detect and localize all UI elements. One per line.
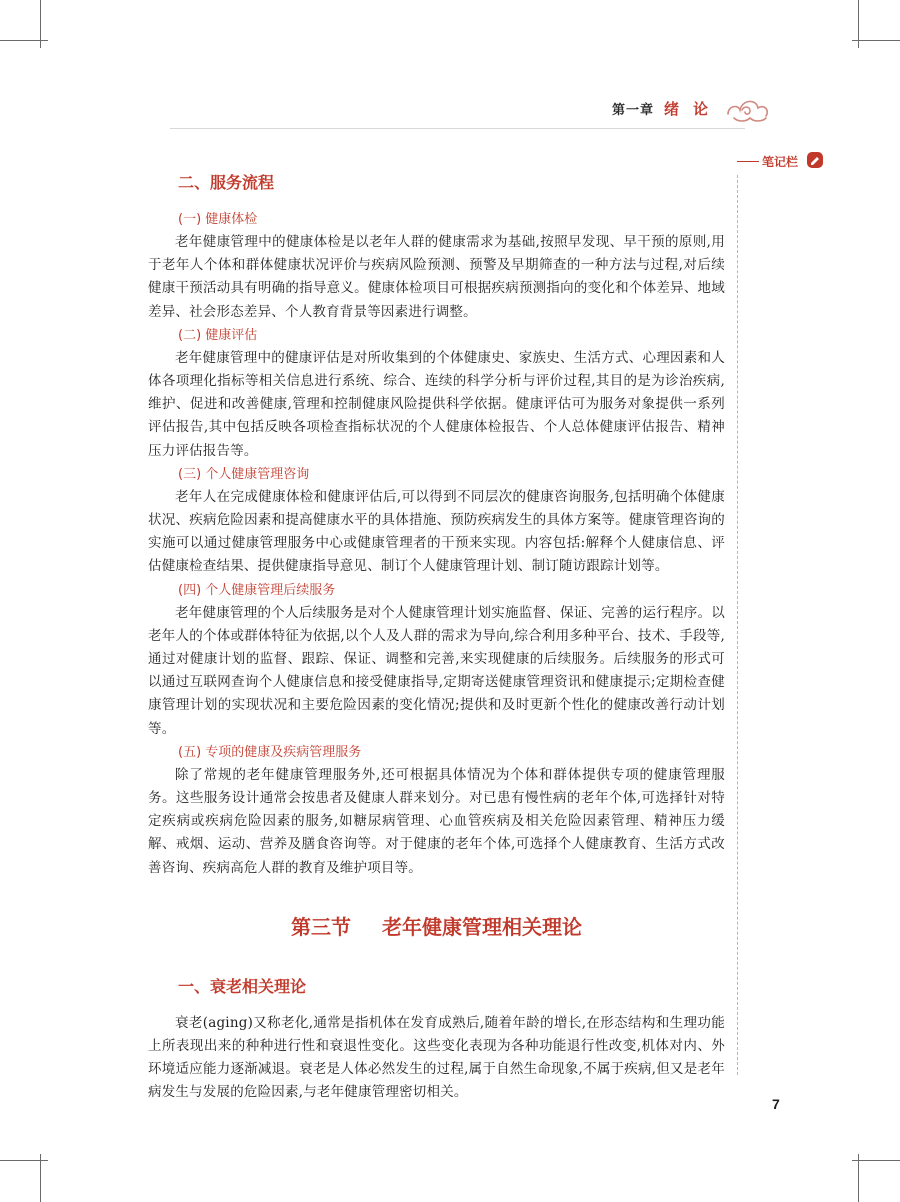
crop-mark (852, 40, 900, 41)
crop-mark (858, 1154, 859, 1202)
section-heading-service-process: 二、服务流程 (178, 173, 275, 192)
subsection-heading-aging-theory: 一、衰老相关理论 (178, 976, 307, 996)
running-head-title: 绪论 (664, 100, 723, 118)
crop-mark (40, 1154, 41, 1202)
running-head (612, 98, 722, 119)
auspicious-cloud-icon (724, 88, 772, 126)
subsection-heading-health-consulting: (三) 个人健康管理咨询 (178, 466, 310, 482)
paragraph-health-checkup: 老年健康管理中的健康体检是以老年人群的健康需求为基础,按照早发现、早干预的原则,用于老年人个体和群体健康状况评价与疾病风险预测、预警及早期筛查的一种方法与过程,对后续健康干预活动具有明确的指导意义。健康体检项目可根据疾病预测指向的变化和个体差异、地域差异、社会形态差异、个人教育背景等因素进行调整。 (148, 234, 725, 320)
running-head-chapter: 第一章 (612, 103, 655, 118)
crop-mark (0, 40, 48, 41)
paragraph-health-consulting: 老年人在完成健康体检和健康评估后,可以得到不同层次的健康咨询服务,包括明确个体健康状况、疾病危险因素和提高健康水平的具体措施、预防疾病发生的具体方案等。健康管理咨询的实施可以通过健康管理服务中心或健康管理者的干预来实现。内容包括:解释个人健康信息、评估健康检查结果、提供健康指导意见、制订个人健康管理计划、制订随访跟踪计划等。 (148, 488, 725, 575)
crop-mark (0, 1160, 48, 1161)
subsection-heading-health-assessment: (二) 健康评估 (178, 327, 258, 343)
crop-mark (852, 1160, 900, 1161)
subsection-heading-special-service: (五) 专项的健康及疾病管理服务 (178, 744, 362, 760)
paragraph-aging-theory: 衰老(aging)又称老化,通常是指机体在发育成熟后,随着年龄的增长,在形态结构和生理功能上所表现出来的种种进行性和衰退性变化。这些变化表现为各种功能退行性改变,机体对内、外环境适应能力逐渐减退。衰老是人体必然发生的过程,属于自然生命现象,不属于疾病,但又是老年病发生与发展的危险因素,与老年健康管理密切相关。 (148, 1014, 725, 1101)
header-rule (170, 128, 745, 129)
notes-column-divider (737, 175, 738, 1075)
paragraph-special-service: 除了常规的老年健康管理服务外,还可根据具体情况为个体和群体提供专项的健康管理服务。这些服务设计通常会按患者及健康人群来划分。对已患有慢性病的老年个体,可选择针对特定疾病或疾病危险因素的服务,如糖尿病管理、心血管疾病及相关危险因素管理、精神压力缓解、戒烟、运动、营养及膳食咨询等。对于健康的老年个体,可选择个人健康教育、生活方式改善咨询、疾病高危人群的教育及维护项目等。 (148, 766, 725, 876)
pencil-note-icon (806, 151, 824, 169)
subsection-heading-followup-service: (四) 个人健康管理后续服务 (178, 582, 336, 598)
subsection-heading-health-checkup: (一) 健康体检 (178, 212, 258, 227)
paragraph-health-assessment: 老年健康管理中的健康评估是对所收集到的个体健康史、家族史、生活方式、心理因素和人体各项理化指标等相关信息进行系统、综合、连续的科学分析与评价过程,其目的是为诊治疾病,维护、促进和改善健康,管理和控制健康风险提供科学依据。健康评估可为服务对象提供一系列评估报告,其中包括反映各项检查指标状况的个人健康体检报告、个人总体健康评估报告、精神压力评估报告等。 (148, 349, 725, 459)
page-number: 7 (772, 1096, 780, 1112)
notes-column-rule (737, 161, 759, 162)
paragraph-followup-service: 老年健康管理的个人后续服务是对个人健康管理计划实施监督、保证、完善的运行程序。以老年人的个体或群体特征为依据,以个人及人群的需求为导向,综合利用多种平台、技术、手段等,通过对健康计划的监督、跟踪、保证、调整和完善,来实现健康的后续服务。后续服务的形式可以通过互联网查询个人健康信息和接受健康指导,定期寄送健康管理资讯和健康提示;定期检查健康管理计划的实现状况和主要危险因素的变化情况;提供和及时更新个性化的健康改善行动计划等。 (148, 604, 725, 737)
section-title: 第三节 老年健康管理相关理论 (291, 914, 582, 939)
page-body (148, 166, 725, 1105)
notes-column-label: 笔记栏 (762, 155, 799, 169)
